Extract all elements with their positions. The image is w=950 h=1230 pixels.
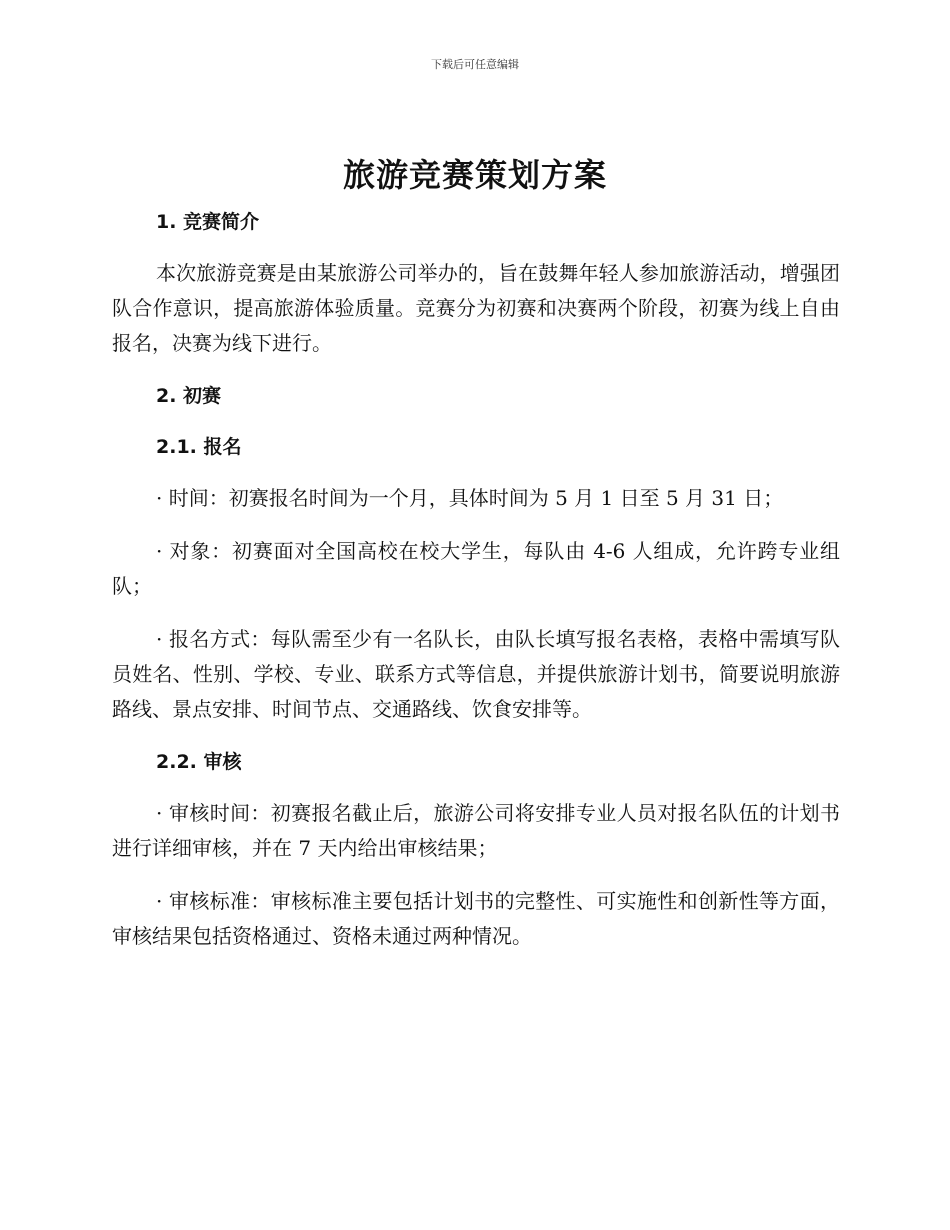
paragraph-intro: 本次旅游竞赛是由某旅游公司举办的，旨在鼓舞年轻人参加旅游活动，增强团队合作意识，提高旅游体验质量。竞赛分为初赛和决赛两个阶段，初赛为线上自由报名，决赛为线下进行。: [112, 261, 840, 355]
header-note: 下载后可任意编辑: [431, 58, 519, 71]
section-heading-registration: 2.1. 报名: [156, 436, 242, 458]
paragraph-registration-time: · 时间：初赛报名时间为一个月，具体时间为 5 月 1 日至 5 月 31 日；: [156, 486, 784, 510]
section-heading-review: 2.2. 审核: [156, 751, 242, 773]
paragraph-registration-method: · 报名方式：每队需至少有一名队长，由队长填写报名表格，表格中需填写队员姓名、性别、学校、专业、联系方式等信息，并提供旅游计划书，简要说明旅游路线、景点安排、时间节点、交通路线、饮食安排等。: [112, 627, 840, 721]
section-heading-intro: 1. 竞赛简介: [156, 211, 260, 233]
paragraph-registration-target: · 对象：初赛面对全国高校在校大学生，每队由 4-6 人组成，允许跨专业组队；: [112, 539, 840, 598]
paragraph-review-standard: · 审核标准：审核标准主要包括计划书的完整性、可实施性和创新性等方面，审核结果包括资格通过、资格未通过两种情况。: [112, 889, 840, 948]
paragraph-review-time: · 审核时间：初赛报名截止后，旅游公司将安排专业人员对报名队伍的计划书进行详细审核，并在 7 天内给出审核结果；: [112, 801, 840, 860]
document-body: [112, 205, 840, 954]
section-heading-preliminary: 2. 初赛: [156, 385, 222, 407]
document-title: 旅游竞赛策划方案: [342, 156, 607, 194]
